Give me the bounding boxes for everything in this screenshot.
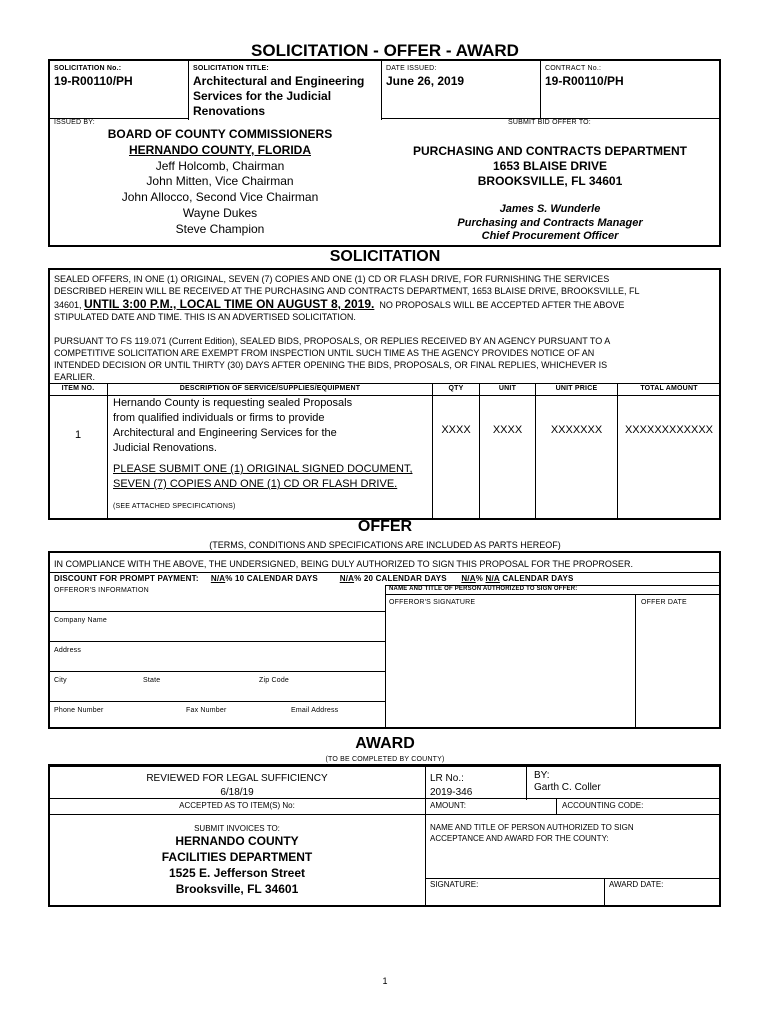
divider (425, 878, 720, 879)
divider (188, 60, 189, 120)
date-issued: June 26, 2019 (386, 74, 465, 88)
offer-date-label: OFFER DATE (641, 599, 687, 606)
divider (49, 572, 720, 573)
divider (556, 798, 557, 814)
lr-number: LR No.: 2019-346 (430, 773, 473, 798)
item-unit-price: XXXXXXX (550, 424, 603, 436)
zip-code-field[interactable]: Zip Code (259, 677, 290, 684)
award-date-label: AWARD DATE: (609, 880, 664, 889)
award-subheading: (TO BE COMPLETED BY COUNTY) (325, 756, 445, 763)
award-heading: AWARD (355, 735, 415, 752)
table-top-line (49, 383, 720, 384)
divider (49, 641, 385, 642)
solicitation-heading: SOLICITATION (329, 248, 441, 265)
reviewed-by: BY: Garth C. Coller (534, 770, 601, 793)
issued-by-label: ISSUED BY: (54, 119, 95, 126)
city-field[interactable]: City (54, 677, 67, 684)
procurement-officer: James S. Wunderle Purchasing and Contracts Manager Chief Procurement Officer (457, 203, 643, 242)
submission-deadline: UNTIL 3:00 P.M., LOCAL TIME ON AUGUST 8, 2019. (84, 297, 375, 311)
phone-number-field[interactable]: Phone Number (54, 707, 104, 714)
divider (49, 766, 720, 767)
name-title-offer-label: NAME AND TITLE OF PERSON AUTHORIZED TO SIGN OFFER: (389, 586, 578, 592)
col-divider (107, 383, 108, 520)
see-attached-specifications: (SEE ATTACHED SPECIFICATIONS) (113, 503, 236, 510)
solicitation-para1: SEALED OFFERS, IN ONE (1) ORIGINAL, SEVEN (7) COPIES AND ONE (1) CD OR FLASH DRIVE, FOR FURNISHING THE SERVICES DESCRIBED HEREIN WILL BE RECEIVED AT THE PURCHASING AND CONTRACTS DEPARTMENT, 1653 BLAISE DRIVE, BROOKSVILLE, FL 34601, UNTIL 3:00 P.M., LOCAL TIME ON AUGUST 8, 2019. NO PROPOSALS WILL BE ACCEPTED AFTER THE ABOVE STIPULATED DATE AND TIME. THIS IS AN ADVERTISED SOLICITATION. (54, 274, 640, 322)
col-header-item: ITEM NO. (61, 385, 95, 392)
page-title: SOLICITATION - OFFER - AWARD (251, 41, 519, 60)
accepted-items-label: ACCEPTED AS TO ITEM(S) No: (179, 801, 295, 810)
divider (385, 585, 386, 729)
divider (425, 766, 426, 907)
contract-no: 19-R00110/PH (545, 74, 624, 88)
offer-heading: OFFER (357, 518, 413, 535)
col-header-unit-price: UNIT PRICE (555, 385, 598, 392)
offerors-info-label: OFFEROR'S INFORMATION (54, 587, 149, 594)
issuer-block: BOARD OF COUNTY COMMISSIONERS HERNANDO COUNTY, FLORIDA Jeff Holcomb, Chairman John Mitten, Vice Chairman John Allocco, Second Vice Chairman Wayne Dukes Steve Champion (107, 127, 333, 236)
signature-label: SIGNATURE: (430, 880, 479, 889)
col-divider (535, 383, 536, 520)
col-divider (432, 383, 433, 520)
solicitation-no: 19-R00110/PH (54, 74, 133, 88)
divider (540, 60, 541, 118)
item-total: XXXXXXXXXXXX (624, 424, 714, 436)
divider (635, 594, 636, 729)
date-issued-label: DATE ISSUED: (386, 65, 437, 72)
address-field[interactable]: Address (54, 647, 82, 654)
divider (49, 671, 385, 672)
legal-sufficiency: REVIEWED FOR LEGAL SUFFICIENCY 6/18/19 (146, 773, 328, 798)
solicitation-no-label: SOLICITATION No.: (54, 65, 122, 72)
col-header-description: DESCRIPTION OF SERVICE/SUPPLIES/EQUIPMENT (179, 385, 361, 392)
divider (526, 766, 527, 800)
fax-number-field[interactable]: Fax Number (186, 707, 227, 714)
col-header-qty: QTY (448, 385, 464, 392)
offer-subheading: (TERMS, CONDITIONS AND SPECIFICATIONS ARE INCLUDED AS PARTS HEREOF) (209, 540, 561, 550)
divider (49, 611, 385, 612)
divider (49, 701, 385, 702)
solicitation-title-label: SOLICITATION TITLE: (193, 65, 269, 72)
contract-no-label: CONTRACT No.: (545, 65, 602, 72)
submission-instructions: PLEASE SUBMIT ONE (1) ORIGINAL SIGNED DOCUMENT, SEVEN (7) COPIES AND ONE (1) CD OR FLASH DRIVE. (113, 463, 413, 490)
col-header-unit: UNIT (498, 385, 517, 392)
item-description: Hernando County is requesting sealed Proposals from qualified individuals or firms to provide Architectural and Engineering Services for the Judicial Renovations. (113, 397, 353, 454)
divider (604, 878, 605, 907)
divider (381, 60, 382, 120)
solicitation-para2: PURSUANT TO FS 119.071 (Current Edition), SEALED BIDS, PROPOSALS, OR REPLIES RECEIVED BY AN AGENCY PURSUANT TO A COMPETITIVE SOLICITATION ARE EXEMPT FROM INSPECTION UNTIL SUCH TIME AS THE AGENCY PROVIDES NOTICE OF AN INTENDED DECISION OR UNTIL THIRTY (30) DAYS AFTER OPENING THE BIDS, PROPOSALS, OR FINAL REPLIES, WHICHEVER IS EARLIER. (54, 336, 611, 382)
col-divider (479, 383, 480, 520)
divider (49, 814, 720, 815)
invoice-address: HERNANDO COUNTY FACILITIES DEPARTMENT 1525 E. Jefferson Street Brooksville, FL 34601 (161, 834, 313, 896)
item-qty: XXXX (441, 424, 471, 436)
item-number: 1 (74, 429, 82, 441)
col-divider (617, 383, 618, 520)
state-field[interactable]: State (143, 677, 161, 684)
solicitation-title: Architectural and Engineering Services for the Judicial Renovations (193, 74, 365, 118)
page-number: 1 (382, 976, 388, 986)
county-signer-label: NAME AND TITLE OF PERSON AUTHORIZED TO SIGN ACCEPTANCE AND AWARD FOR THE COUNTY: (430, 823, 634, 843)
divider (385, 594, 720, 595)
email-address-field[interactable]: Email Address (291, 707, 339, 714)
col-header-total: TOTAL AMOUNT (640, 385, 698, 392)
discount-row: DISCOUNT FOR PROMPT PAYMENT: N/A% 10 CALENDAR DAYS N/A% 20 CALENDAR DAYS N/A% N/A CALENDAR DAYS (54, 574, 574, 583)
item-unit: XXXX (492, 424, 523, 436)
compliance-statement: IN COMPLIANCE WITH THE ABOVE, THE UNDERSIGNED, BEING DULY AUTHORIZED TO SIGN THIS PROPOSAL FOR THE PROPROSER. (54, 559, 633, 569)
submit-invoices-label: SUBMIT INVOICES TO: (194, 824, 280, 833)
accounting-code-label: ACCOUNTING CODE: (562, 801, 644, 810)
company-name-field[interactable]: Company Name (54, 617, 107, 624)
offerors-signature-label: OFFEROR'S SIGNATURE (389, 599, 476, 606)
submit-bid-label: SUBMIT BID OFFER TO: (508, 119, 591, 126)
amount-label: AMOUNT: (430, 801, 466, 810)
submit-to-address: PURCHASING AND CONTRACTS DEPARTMENT 1653 BLAISE DRIVE BROOKSVILLE, FL 34601 (413, 144, 687, 188)
